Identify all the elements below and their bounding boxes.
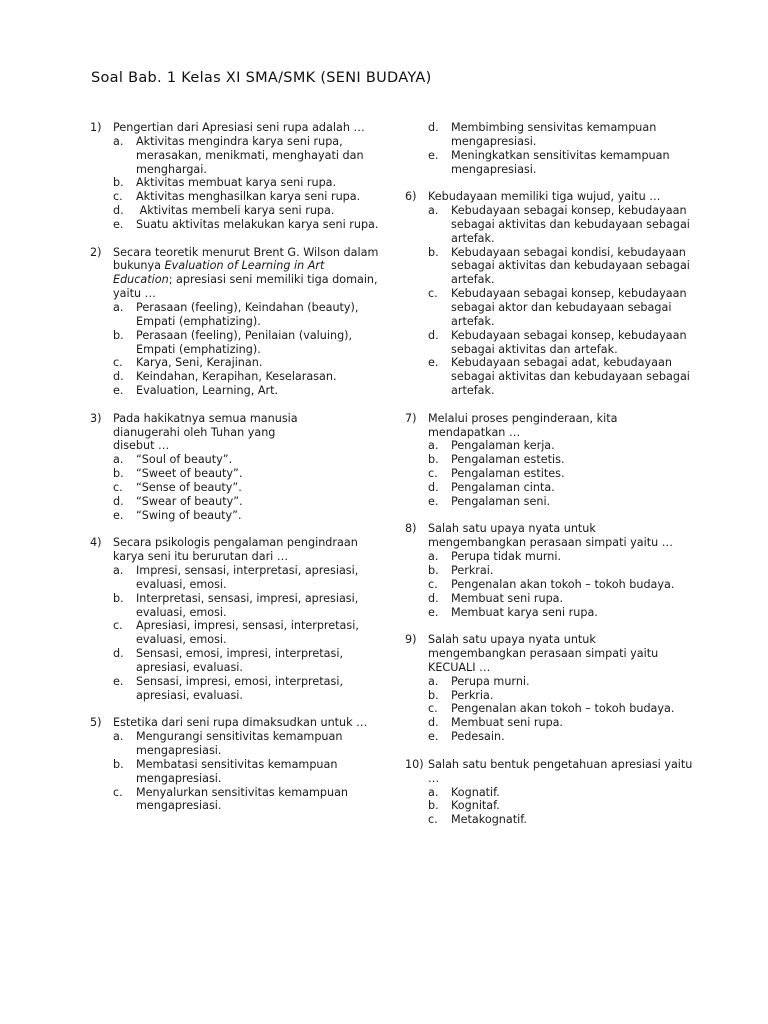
option-b: b. Aktivitas membuat karya seni rupa. bbox=[113, 176, 337, 190]
option-a: a. Perupa tidak murni. bbox=[428, 550, 562, 564]
question-number: 2) bbox=[90, 245, 102, 259]
option-d: d. Pengalaman cinta. bbox=[428, 480, 555, 494]
option-a: a. Perasaan (feeling), Keindahan (beauty), Empati (emphatizing). bbox=[113, 300, 359, 328]
option-b: b. “Sweet of beauty”. bbox=[113, 467, 243, 481]
option-a: a. Aktivitas mengindra karya seni rupa, merasakan, menikmati, menghayati dan menghargai. bbox=[113, 134, 364, 176]
option-d: d. Membuat seni rupa. bbox=[428, 591, 564, 605]
question-number: 6) bbox=[405, 190, 417, 204]
option-b: b. Interpretasi, sensasi, impresi, apresiasi, evaluasi, emosi. bbox=[113, 591, 359, 619]
question-9 bbox=[405, 633, 695, 744]
option-b: b. Pengalaman estetis. bbox=[428, 453, 565, 467]
option-b: b. Membatasi sensitivitas kemampuan mengapresiasi. bbox=[113, 757, 338, 785]
option-d: d. Keindahan, Kerapihan, Keselarasan. bbox=[113, 370, 337, 384]
option-c: c. Apresiasi, impresi, sensasi, interpretasi, evaluasi, emosi. bbox=[113, 619, 359, 647]
question-1 bbox=[90, 121, 380, 232]
option-b: b. Perasaan (feeling), Penilaian (valuing), Empati (emphatizing). bbox=[113, 328, 353, 356]
question-text: Salah satu upaya nyata untuk mengembangkan perasaan simpati yaitu KECUALI … bbox=[428, 633, 659, 674]
question-number: 5) bbox=[90, 716, 102, 730]
question-text: Estetika dari seni rupa dimaksudkan untuk … bbox=[113, 716, 368, 730]
question-10 bbox=[405, 758, 695, 827]
option-e: e. Sensasi, impresi, emosi, interpretasi, apresiasi, evaluasi. bbox=[113, 674, 344, 702]
question-8 bbox=[405, 522, 695, 619]
question-4 bbox=[90, 536, 380, 702]
question-text: Secara psikologis pengalaman pengindraan karya seni itu berurutan dari … bbox=[113, 536, 358, 564]
left-column bbox=[90, 121, 380, 827]
question-number: 7) bbox=[405, 411, 417, 425]
question-number: 8) bbox=[405, 522, 417, 536]
question-text: Pada hakikatnya semua manusia dianugerahi oleh Tuhan yang disebut … bbox=[113, 411, 298, 453]
question-text: Melalui proses penginderaan, kita mendapatkan … bbox=[428, 411, 618, 439]
option-c: c. Kebudayaan sebagai konsep, kebudayaan sebagai aktor dan kebudayaan sebagai artefak. bbox=[428, 287, 687, 328]
option-c: c. Aktivitas menghasilkan karya seni rupa. bbox=[113, 190, 361, 204]
option-e: e. Pengalaman seni. bbox=[428, 494, 551, 508]
book-title: Evaluation of Learning in Art Education bbox=[113, 259, 325, 287]
question-number: 4) bbox=[90, 536, 102, 550]
option-b: b. Kebudayaan sebagai kondisi, kebudayaan sebagai aktivitas dan kebudayaan sebagai artefak. bbox=[428, 245, 690, 287]
question-text: Pengertian dari Apresiasi seni rupa adalah … bbox=[113, 121, 365, 134]
option-e: e. Membuat karya seni rupa. bbox=[428, 605, 598, 619]
question-6 bbox=[405, 190, 695, 398]
option-d: d. Aktivitas membeli karya seni rupa. bbox=[113, 204, 335, 218]
option-e: e. Kebudayaan sebagai adat, kebudayaan sebagai aktivitas dan kebudayaan sebagai artefak. bbox=[428, 356, 690, 398]
option-d: d. Kebudayaan sebagai konsep, kebudayaan sebagai aktivitas dan artefak. bbox=[428, 328, 687, 356]
question-number: 1) bbox=[90, 121, 102, 134]
question-3 bbox=[90, 412, 380, 523]
option-a: a. Impresi, sensasi, interpretasi, apresiasi, evaluasi, emosi. bbox=[113, 564, 359, 591]
question-text: Secara teoretik menurut Brent G. Wilson dalam bukunya Evaluation of Learning in Art Education; apresiasi seni memiliki tiga domain, yaitu … bbox=[113, 245, 379, 301]
option-c: c. Karya, Seni, Kerajinan. bbox=[113, 356, 263, 370]
option-b: b. Kognitaf. bbox=[428, 799, 500, 813]
page-title: Soal Bab. 1 Kelas XI SMA/SMK (SENI BUDAYA) bbox=[91, 70, 432, 86]
question-5 bbox=[90, 716, 380, 813]
option-a: a. Mengurangi sensitivitas kemampuan mengapresiasi. bbox=[113, 730, 343, 757]
option-a: a. Perupa murni. bbox=[428, 674, 530, 688]
option-c: c. Pengenalan akan tokoh – tokoh budaya. bbox=[428, 702, 675, 716]
option-d: d. Sensasi, emosi, impresi, interpretasi, apresiasi, evaluasi. bbox=[113, 647, 344, 674]
option-e: e. “Swing of beauty”. bbox=[113, 508, 242, 522]
question-5-continued bbox=[405, 121, 695, 176]
option-c: c. Pengalaman estites. bbox=[428, 467, 565, 481]
question-text: Salah satu bentuk pengetahuan apresiasi yaitu … bbox=[428, 757, 693, 785]
option-e: e. Evaluation, Learning, Art. bbox=[113, 384, 279, 398]
option-e: e. Suatu aktivitas melakukan karya seni rupa. bbox=[113, 217, 379, 231]
question-number: 9) bbox=[405, 633, 417, 647]
question-text: Salah satu upaya nyata untuk mengembangkan perasaan simpati yaitu … bbox=[428, 522, 673, 550]
option-d: d. Membimbing sensivitas kemampuan mengapresiasi. bbox=[428, 121, 657, 148]
option-c: c. Menyalurkan sensitivitas kemampuan mengapresiasi. bbox=[113, 785, 349, 813]
option-a: a. Kebudayaan sebagai konsep, kebudayaan sebagai aktivitas dan kebudayaan sebagai artefak. bbox=[428, 204, 690, 245]
option-a: a. Pengalaman kerja. bbox=[428, 439, 555, 453]
question-text: Kebudayaan memiliki tiga wujud, yaitu … bbox=[428, 190, 661, 204]
option-d: d. “Swear of beauty”. bbox=[113, 494, 243, 508]
question-2 bbox=[90, 246, 380, 398]
option-a: a. “Soul of beauty”. bbox=[113, 453, 233, 467]
option-b: b. Perkrai. bbox=[428, 564, 494, 577]
option-c: c. Pengenalan akan tokoh – tokoh budaya. bbox=[428, 577, 675, 591]
question-number: 3) bbox=[90, 411, 102, 425]
option-e: e. Meningkatkan sensitivitas kemampuan mengapresiasi. bbox=[428, 148, 670, 176]
option-e: e. Pedesain. bbox=[428, 730, 505, 744]
question-number: 10) bbox=[405, 757, 424, 771]
option-c: c. “Sense of beauty”. bbox=[113, 480, 242, 494]
option-b: b. Perkria. bbox=[428, 688, 494, 702]
question-7 bbox=[405, 412, 695, 509]
option-a: a. Kognatif. bbox=[428, 785, 500, 799]
option-d: d. Membuat seni rupa. bbox=[428, 716, 564, 730]
right-column bbox=[405, 121, 695, 841]
option-c: c. Metakognatif. bbox=[428, 813, 527, 827]
